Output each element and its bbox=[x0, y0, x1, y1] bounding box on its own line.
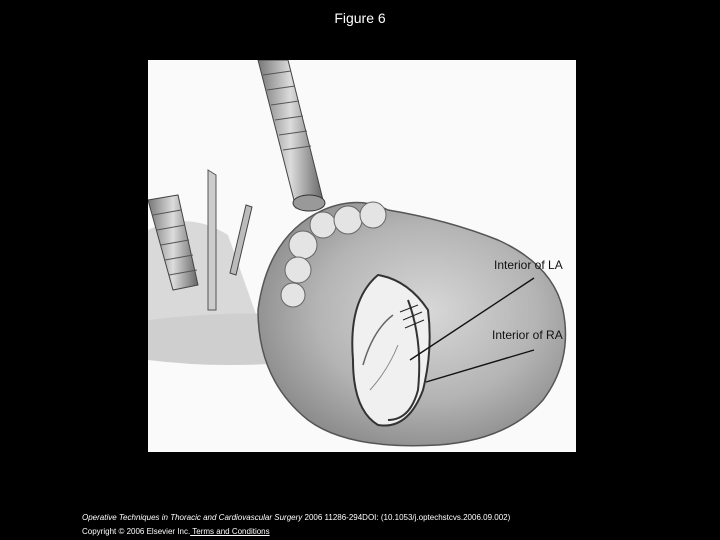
copyright-line bbox=[82, 527, 270, 536]
citation bbox=[82, 513, 510, 522]
citation-details: 2006 11286-294DOI: (10.1053/j.optechstcvs.2006.09.002) bbox=[302, 513, 511, 522]
figure-title: Figure 6 bbox=[334, 10, 386, 26]
heart-drawing bbox=[148, 60, 576, 452]
label-interior-ra: Interior of RA bbox=[492, 328, 563, 342]
terms-and-conditions-link[interactable]: Terms and Conditions bbox=[190, 527, 270, 536]
surgical-illustration bbox=[148, 60, 576, 452]
journal-name: Operative Techniques in Thoracic and Cardiovascular Surgery bbox=[82, 513, 303, 522]
copyright-text: Copyright © 2006 Elsevier Inc. bbox=[82, 527, 191, 536]
label-interior-la: Interior of LA bbox=[494, 258, 563, 272]
